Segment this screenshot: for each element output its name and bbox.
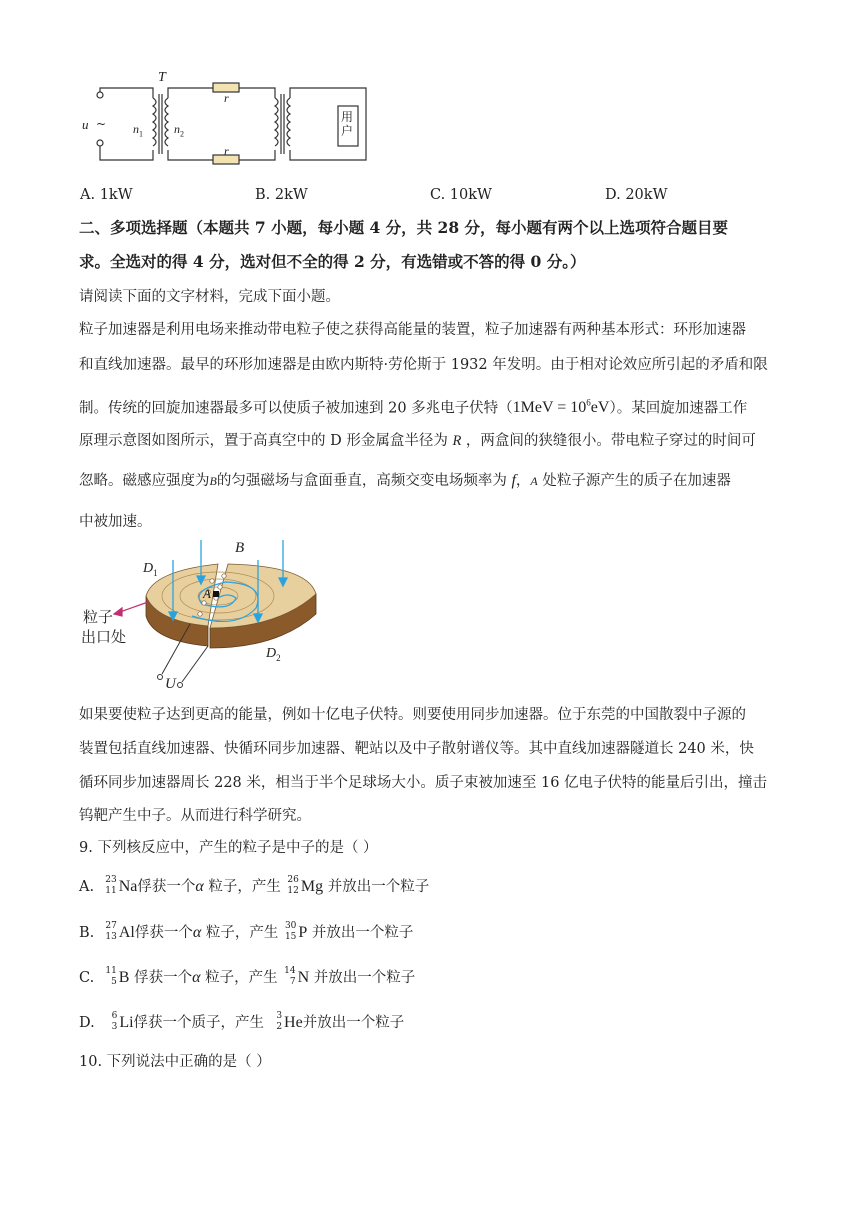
option-b[interactable]: B. 2kW [255,187,308,203]
circuit-label-r-top: r [224,91,229,105]
figure-label-exit-2: 出口处 [81,628,127,646]
figure-label-exit-1: 粒子 [83,608,114,626]
para1-line3: 制。传统的回旋加速器最多可以使质子被加速到 20 多兆电子伏特$(1MeV = 10^6eV)$。某回旋加速器工作 [79,398,748,417]
question-9-stem: 9. 下列核反应中，产生的粒子是中子的是（ ） [79,840,378,856]
figure-label-U: U [165,676,176,692]
circuit-label-n1: $n_1$ [133,122,143,139]
para2-line1: 如果要使粒子达到更高的能量，例如十亿电子伏特。则要使用同步加速器。位于东莞的中国散裂中子源的 [79,707,746,723]
para1-line2: 和直线加速器。最早的环形加速器是由欧内斯特·劳伦斯于 1932 年发明。由于相对论效应所引起的矛盾和限 [79,357,768,373]
para1-line6: 中被加速。 [79,514,152,530]
question-9-option-b[interactable]: B. 27 13 Al俘获一个α 粒子，产生 30 15 P 并放出一个粒子 [79,921,414,942]
question-9-option-c[interactable]: C. 11 5 B 俘获一个α 粒子，产生 14 7 N 并放出一个粒子 [79,966,416,987]
question-10-stem: 10. 下列说法中正确的是（ ） [79,1054,271,1070]
para2-line2: 装置包括直线加速器、快循环同步加速器、靶站以及中子散射谱仪等。其中直线加速器隧道长 240 米，快 [79,741,754,757]
para1-line5: 忽略。磁感应强度为B的匀强磁场与盒面垂直，高频交变电场频率为 f，A 处粒子源产生的质子在加速器 [79,472,731,489]
circuit-label-n2: $n_2$ [174,122,184,139]
circuit-label-u: u [82,117,89,132]
transformer-circuit-figure [70,68,370,178]
circuit-label-tilde: ~ [96,117,107,131]
section-heading-line1: 二、多项选择题（本题共 7 小题，每小题 4 分，共 28 分，每小题有两个以上选项符合题目要 [79,218,729,237]
unit-formula: $1MeV = 10^6eV$ [512,398,610,417]
option-a[interactable]: A. 1kW [80,187,133,203]
section-heading-line2: 求。全选对的得 4 分，选对但不全的得 2 分，有选错或不答的得 0 分。） [79,252,586,271]
figure-label-B: B [235,540,245,556]
para2-line4: 钨靶产生中子。从而进行科学研究。 [79,808,311,824]
option-c[interactable]: C. 10kW [430,187,492,203]
question-9-option-a[interactable]: A. 23 11 Na俘获一个α 粒子，产生 26 12 Mg 并放出一个粒子 [79,875,430,896]
cyclotron-figure [78,536,338,696]
circuit-label-user: 用户 [341,110,354,138]
para1-line4: 原理示意图如图所示，置于高真空中的 D 形金属盒半径为 R ，两盒间的狭缝很小。带电粒子穿过的时间可 [79,433,756,449]
circuit-label-T: T [158,70,166,85]
figure-label-A: A [203,586,211,601]
para2-line3: 循环同步加速器周长 228 米，相当于半个足球场大小。质子束被加速至 16 亿电子伏特的能量后引出，撞击 [79,775,768,791]
figure-label-D1: $D_1$ [143,561,158,578]
question-9-option-d[interactable]: D. 6 3 Li俘获一个质子，产生 3 2 He并放出一个粒子 [79,1011,405,1032]
circuit-label-r-bottom: r [224,144,229,158]
reading-instruction: 请阅读下面的文字材料，完成下面小题。 [79,289,340,305]
option-d[interactable]: D. 20kW [605,187,668,203]
para1-line1: 粒子加速器是利用电场来推动带电粒子使之获得高能量的装置，粒子加速器有两种基本形式：环形加速器 [79,322,746,338]
figure-label-D2: $D_2$ [266,646,281,663]
